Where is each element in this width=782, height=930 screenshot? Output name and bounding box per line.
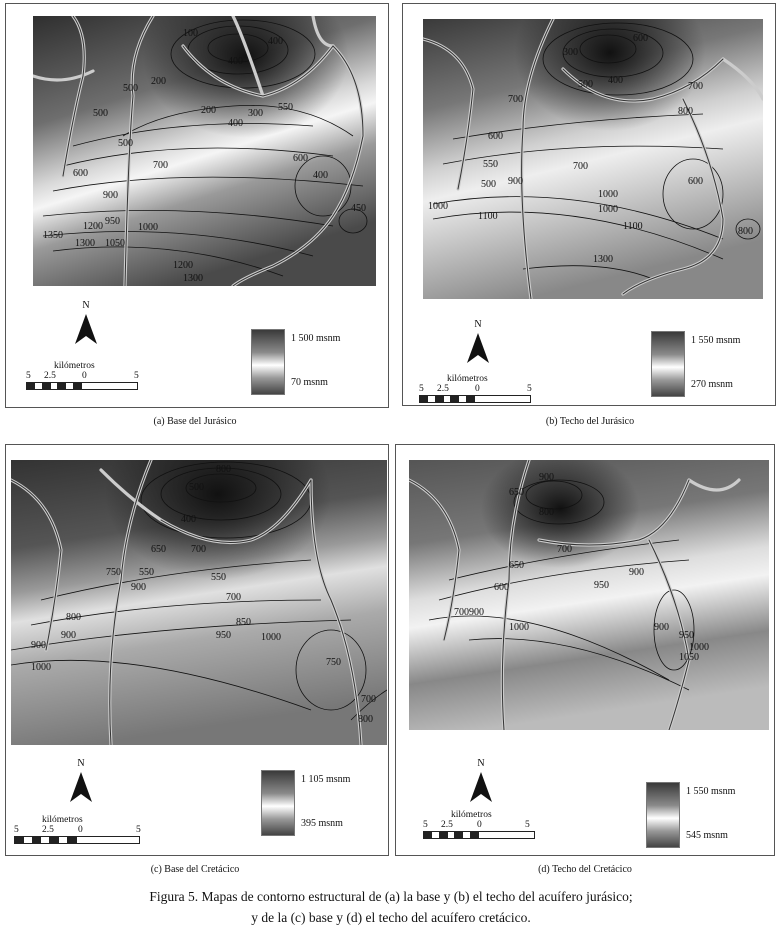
scale-label: kilómetros: [451, 810, 492, 820]
contour-label: 900: [539, 472, 554, 483]
scale-label: kilómetros: [42, 815, 83, 825]
scale-tick: 2.5: [42, 825, 54, 835]
north-label: N: [477, 758, 485, 769]
contour-label: 400: [228, 56, 243, 67]
contour-label: 400: [268, 36, 283, 47]
north-label: N: [474, 319, 482, 330]
contour-label: 200: [151, 76, 166, 87]
north-arrow-a: [71, 300, 101, 346]
contour-label: 900: [103, 190, 118, 201]
north-arrow-icon: [68, 770, 94, 804]
scale-bar-a: [26, 361, 141, 390]
scale-tick: 5: [14, 825, 19, 835]
scale-bar-c: [14, 815, 140, 844]
contour-label: 1100: [478, 211, 498, 222]
contour-label: 700: [153, 160, 168, 171]
legend-high: 1 550 msnm: [691, 335, 741, 346]
legend-high: 1 550 msnm: [686, 786, 736, 797]
legend-ramp: [646, 782, 680, 848]
contour-label: 800: [539, 507, 554, 518]
north-arrow-d: [466, 758, 496, 804]
contour-label: 500: [189, 482, 204, 493]
contour-label: 100: [183, 28, 198, 39]
contour-label: 700: [688, 81, 703, 92]
contour-label: 550: [139, 567, 154, 578]
contour-label: 600: [688, 176, 703, 187]
contour-label: 400: [313, 170, 328, 181]
contour-label: 950: [594, 580, 609, 591]
contour-label: 550: [483, 159, 498, 170]
contour-label: 600: [494, 582, 509, 593]
contour-label: 800: [358, 714, 373, 725]
contour-label: 650: [509, 560, 524, 571]
contour-label: 300: [248, 108, 263, 119]
contour-label: 1000: [428, 201, 448, 212]
scale-tick: 5: [525, 820, 530, 830]
contour-label: 1200: [83, 221, 103, 232]
contour-label: 900: [131, 582, 146, 593]
contour-label: 1000: [261, 632, 281, 643]
caption-b: (b) Techo del Jurásico: [545, 416, 635, 427]
scale-tick: 0: [475, 384, 480, 394]
contour-label: 700: [191, 544, 206, 555]
north-label: N: [77, 758, 85, 769]
contour-map-a: [33, 16, 376, 286]
contour-label: 1000: [31, 662, 51, 673]
legend-low: 70 msnm: [291, 377, 328, 388]
contour-label: 600: [488, 131, 503, 142]
contour-label: 1000: [689, 642, 709, 653]
contour-label: 1200: [173, 260, 193, 271]
north-arrow-icon: [73, 312, 99, 346]
legend-ramp: [261, 770, 295, 836]
contour-label: 650: [509, 487, 524, 498]
scale-tick: 5: [136, 825, 141, 835]
contour-label: 700: [508, 94, 523, 105]
contour-label: 300: [563, 47, 578, 58]
contour-label: 700: [361, 694, 376, 705]
scale-tick: 0: [82, 371, 87, 381]
contour-label: 800: [678, 106, 693, 117]
contour-label: 1350: [43, 230, 63, 241]
scale-tick: 0: [78, 825, 83, 835]
contour-label: 500: [93, 108, 108, 119]
figure-caption-line-2: y de la (c) base y (d) el techo del acuífero cretácico.: [251, 910, 531, 925]
scale-tick: 2.5: [437, 384, 449, 394]
legend-low: 395 msnm: [301, 818, 343, 829]
contour-label: 1000: [598, 189, 618, 200]
contour-label: 500: [123, 83, 138, 94]
contour-label: 900: [31, 640, 46, 651]
contour-map-c: [11, 460, 387, 745]
contour-label: 900: [469, 607, 484, 618]
contour-label: 900: [654, 622, 669, 633]
contour-label: 1100: [623, 221, 643, 232]
contour-label: 1300: [183, 273, 203, 284]
contour-label: 1000: [509, 622, 529, 633]
figure-caption: [0, 886, 782, 928]
panel-c: [5, 444, 389, 856]
figure-caption-line-1: Figura 5. Mapas de contorno estructural de (a) la base y (b) el techo del acuífero jurásico;: [149, 889, 633, 904]
contour-map-d: [409, 460, 769, 730]
contour-label: 950: [105, 216, 120, 227]
legend-high: 1 105 msnm: [301, 774, 351, 785]
panel-d: [395, 444, 775, 856]
legend-low: 545 msnm: [686, 830, 728, 841]
contour-label: 600: [633, 33, 648, 44]
north-label: N: [82, 300, 90, 311]
contour-label: 900: [61, 630, 76, 641]
contour-label: 1050: [105, 238, 125, 249]
contour-label: 450: [351, 203, 366, 214]
contour-label: 950: [679, 630, 694, 641]
contour-label: 1300: [75, 238, 95, 249]
legend-low: 270 msnm: [691, 379, 733, 390]
contour-label: 200: [201, 105, 216, 116]
contour-label: 1050: [679, 652, 699, 663]
contour-label: 400: [608, 75, 623, 86]
contour-label: 950: [216, 630, 231, 641]
contour-label: 650: [151, 544, 166, 555]
contour-label: 1000: [598, 204, 618, 215]
scale-tick: 5: [527, 384, 532, 394]
contour-label: 900: [629, 567, 644, 578]
scale-tick: 5: [423, 820, 428, 830]
contour-label: 500: [481, 179, 496, 190]
panel-a: [5, 3, 389, 408]
contour-map-b: [423, 19, 763, 299]
contour-label: 700: [573, 161, 588, 172]
scale-tick: 5: [26, 371, 31, 381]
scale-bar-b: [419, 374, 534, 403]
scale-tick: 2.5: [441, 820, 453, 830]
scale-label: kilómetros: [54, 361, 95, 371]
contour-label: 800: [738, 226, 753, 237]
caption-d: (d) Techo del Cretácico: [538, 864, 632, 875]
contour-label: 900: [508, 176, 523, 187]
contour-label: 500: [578, 79, 593, 90]
contour-label: 500: [118, 138, 133, 149]
scale-tick: 0: [477, 820, 482, 830]
scale-label: kilómetros: [447, 374, 488, 384]
scale-tick: 5: [419, 384, 424, 394]
contour-label: 750: [106, 567, 121, 578]
contour-label: 800: [66, 612, 81, 623]
contour-label: 800: [216, 464, 231, 475]
north-arrow-icon: [468, 770, 494, 804]
contour-label: 700: [557, 544, 572, 555]
legend-high: 1 500 msnm: [291, 333, 341, 344]
contour-label: 1300: [593, 254, 613, 265]
contour-label: 700: [226, 592, 241, 603]
legend-ramp: [251, 329, 285, 395]
contour-label: 750: [326, 657, 341, 668]
caption-c: (c) Base del Cretácico: [150, 864, 240, 875]
contour-label: 1000: [138, 222, 158, 233]
contour-label: 400: [181, 514, 196, 525]
contour-label: 550: [211, 572, 226, 583]
panel-b: [402, 3, 776, 406]
north-arrow-icon: [465, 331, 491, 365]
contour-label: 600: [293, 153, 308, 164]
contour-label: 550: [278, 102, 293, 113]
contour-label: 700: [454, 607, 469, 618]
north-arrow-c: [66, 758, 96, 804]
scale-tick: 2.5: [44, 371, 56, 381]
contour-label: 400: [228, 118, 243, 129]
scale-tick: 5: [134, 371, 139, 381]
contour-label: 600: [73, 168, 88, 179]
scale-bar-d: [423, 810, 538, 839]
north-arrow-b: [463, 319, 493, 365]
legend-ramp: [651, 331, 685, 397]
contour-label: 850: [236, 617, 251, 628]
caption-a: (a) Base del Jurásico: [153, 416, 237, 427]
